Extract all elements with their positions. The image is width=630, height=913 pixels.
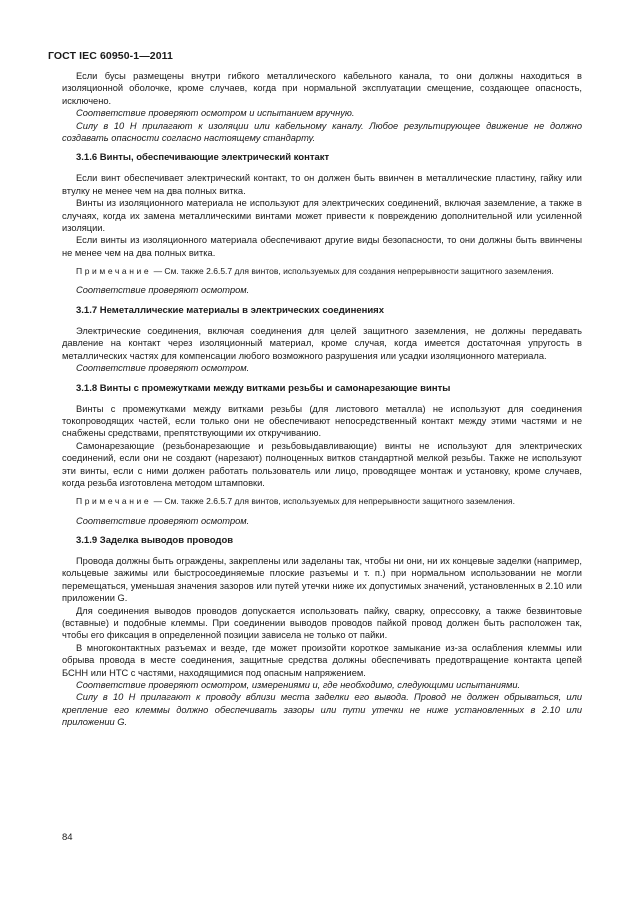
paragraph: Винты из изоляционного материала не используют для электрических соединений, включая заземление, а также в случаях, когда их замена металлическими винтами может привести к повреждению дополнительной или усиленной изоляции. (62, 198, 582, 234)
paragraph: Соответствие проверяют осмотром. (76, 363, 250, 374)
paragraph: Соответствие проверяют осмотром. (76, 285, 250, 296)
paragraph: Соответствие проверяют осмотром. (76, 515, 250, 526)
paragraph: Если винты из изоляционного материала обеспечивают другие виды безопасности, то они должны быть ввинчены не менее чем на два полных витка. (62, 235, 582, 258)
paragraph: Силу в 10 Н прилагают к проводу вблизи места заделки его вывода. Провод не должен обрываться, или крепление его клеммы должно обеспечивать зазоры или пути утечки не ниже установленных в 2.10 или приложении G. (62, 692, 582, 728)
paragraph: Соответствие проверяют осмотром и испытанием вручную. (76, 108, 355, 119)
section-heading: 3.1.6 Винты, обеспечивающие электрический контакт (76, 152, 330, 164)
page-number: 84 (62, 832, 73, 843)
document-header: ГОСТ IEC 60950-1—2011 (48, 50, 173, 62)
paragraph: Электрические соединения, включая соединения для целей защитного заземления, не должны передавать давление на контакт через изоляционный материал, кроме случая, когда имеется достаточная упругость в металлических частях для компенсации любого возможного разрушения или усадки изоляционного материала. (62, 325, 582, 361)
paragraph: Самонарезающие (резьбонарезающие и резьбовыдавливающие) винты не используют для электрических соединений, если они не создают (нарезают) полноценных витков стандартной мелкой резьбы. Также не используют эти винты, если с ними должен работать пользователь или лицо, проводящее монтаж и установку, кроме случаев, когда резьба изготовлена методом штамповки. (62, 440, 582, 488)
note-label: Примечание (76, 266, 152, 277)
paragraph: Для соединения выводов проводов допускается использовать пайку, сварку, опрессовку, а также безвинтовые (вставные) и подобные клеммы. При соединении выводов проводов пайкой провод должен быть расположен так, чтобы его фиксация в определенной позиции зависела не только от пайки. (62, 605, 582, 641)
paragraph: Винты с промежутками между витками резьбы (для листового металла) не используют для соединения токопроводящих частей, если только они не обеспечивают непосредственный контакт между этими частями и не снабжены средствами, препятствующими их откручиванию. (62, 403, 582, 439)
section-heading: 3.1.8 Винты с промежутками между витками резьбы и самонарезающие винты (76, 382, 451, 394)
page-body (62, 70, 582, 729)
section-heading: 3.1.7 Неметаллические материалы в электрических соединениях (76, 304, 385, 316)
paragraph: Силу в 10 Н прилагают к изоляции или кабельному каналу. Любое результирующее движение не должно создавать опасности согласно настоящему стандарту. (62, 120, 582, 144)
paragraph: Соответствие проверяют осмотром, измерениями и, где необходимо, следующими испытаниями. (76, 680, 521, 691)
paragraph: Провода должны быть ограждены, закреплены или заделаны так, чтобы ни они, ни их концевые заделки (например, кольцевые зажимы или быстросоединяемые плоские разъемы и т. п.) при нормальном использовании не могли перемещаться, уменьшая значения зазоров или путей утечки ниже их допустимых значений, установленных в 2.10 или приложении G. (62, 555, 582, 604)
paragraph: В многоконтактных разъемах и везде, где может произойти короткое замыкание из-за ослабления клеммы или обрыва провода в месте соединения, защитные средства должны обеспечивать предотвращение контакта цепей БСНН или НТС с частями, находящимися под опасным напряжением. (62, 642, 582, 678)
section-heading: 3.1.9 Заделка выводов проводов (76, 534, 234, 546)
paragraph: Если винт обеспечивает электрический контакт, то он должен быть ввинчен в металлические пластину, гайку или втулку не менее чем на два полных витка. (62, 173, 582, 196)
note-text: — См. также 2.6.5.7 для винтов, используемых для создания непрерывности защитного заземления. (151, 266, 554, 277)
note-label: Примечание (76, 496, 152, 507)
note (62, 266, 582, 277)
paragraph: Если бусы размещены внутри гибкого металлического кабельного канала, то они должны находиться в изоляционной оболочке, кроме случаев, когда при нормальной эксплуатации смещение, создающее опасность, исключено. (62, 71, 582, 106)
note (62, 496, 582, 507)
note-text: — См. также 2.6.5.7 для винтов, используемых для непрерывности защитного заземления. (151, 496, 515, 507)
